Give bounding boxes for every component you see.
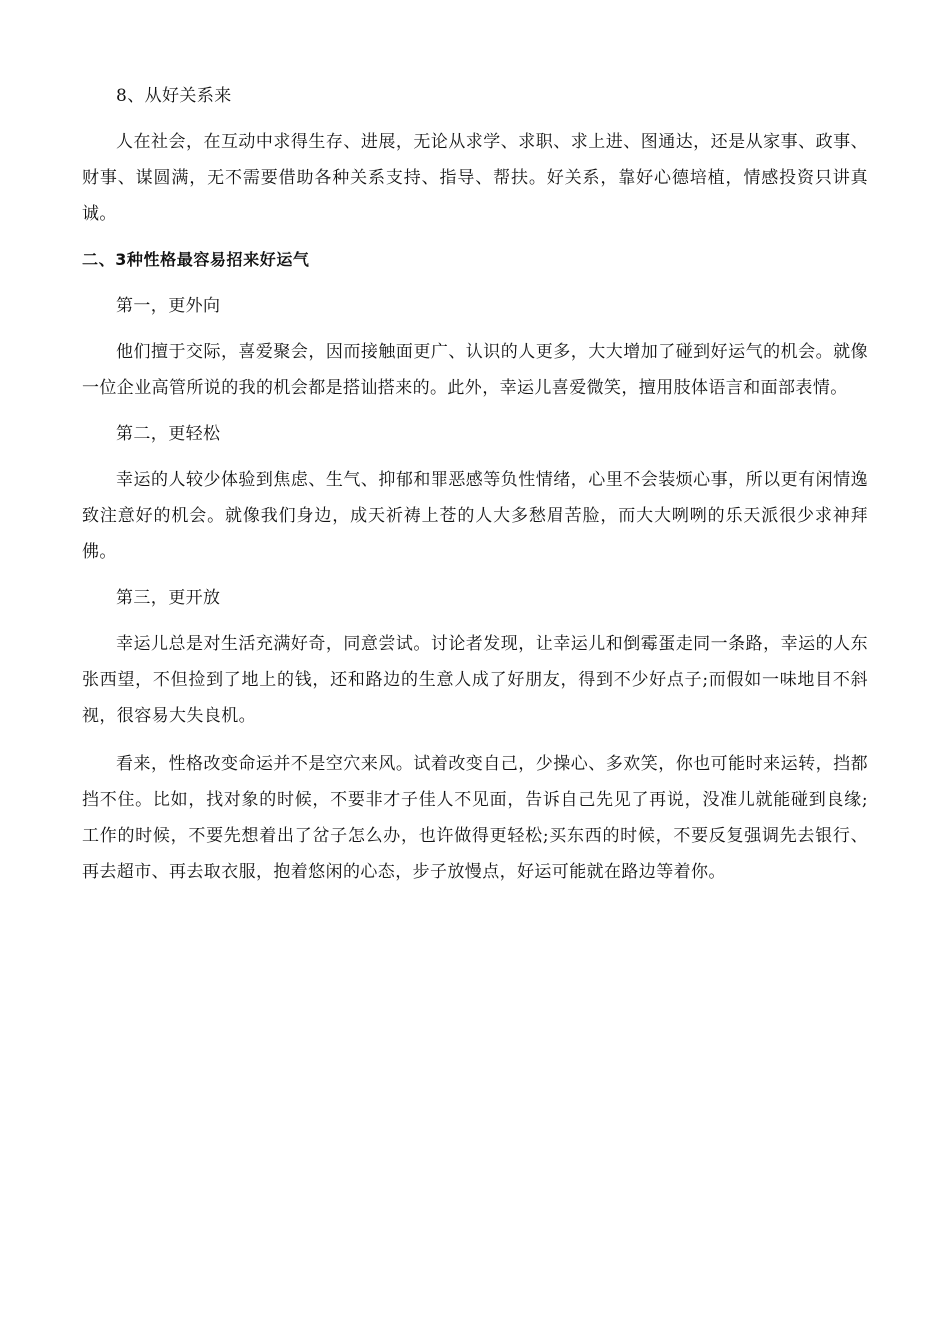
subheading-extroverted: 第一，更外向 (116, 296, 221, 316)
paragraph-extroverted: 他们擅于交际，喜爱聚会，因而接触面更广、认识的人更多，大大增加了碰到好运气的机会。就像一位企业高管所说的我的机会都是搭讪搭来的。此外，幸运儿喜爱微笑，擅用肢体语言和面部表情。 (82, 342, 868, 398)
paragraph-good-relations: 人在社会，在互动中求得生存、进展，无论从求学、求职、求上进、图通达，还是从家事、政事、财事、谋圆满，无不需要借助各种关系支持、指导、帮扶。好关系，靠好心德培植，情感投资只讲真诚。 (82, 132, 868, 224)
paragraph-open: 幸运儿总是对生活充满好奇，同意尝试。讨论者发现，让幸运儿和倒霉蛋走同一条路，幸运的人东张西望，不但捡到了地上的钱，还和路边的生意人成了好朋友，得到不少好点子;而假如一味地目不斜视，很容易大失良机。 (82, 634, 868, 726)
paragraph-conclusion: 看来，性格改变命运并不是空穴来风。试着改变自己，少操心、多欢笑，你也可能时来运转，挡都挡不住。比如，找对象的时候，不要非才子佳人不见面，告诉自己先见了再说，没准儿就能碰到良缘;工作的时候，不要先想着出了岔子怎么办，也许做得更轻松;买东西的时候，不要反复强调先去银行、再去超市、再去取衣服，抱着悠闲的心态，步子放慢点，好运可能就在路边等着你。 (82, 754, 868, 882)
document-page (82, 78, 868, 890)
section-heading-three-personalities: 二、3种性格最容易招来好运气 (82, 250, 310, 269)
paragraph-relaxed: 幸运的人较少体验到焦虑、生气、抑郁和罪恶感等负性情绪，心里不会装烦心事，所以更有闲情逸致注意好的机会。就像我们身边，成天祈祷上苍的人大多愁眉苦脸，而大大咧咧的乐天派很少求神拜佛。 (82, 470, 868, 562)
subheading-relaxed: 第二，更轻松 (116, 424, 221, 444)
subheading-good-relations: 8、从好关系来 (116, 86, 232, 106)
subheading-open: 第三，更开放 (116, 588, 221, 608)
